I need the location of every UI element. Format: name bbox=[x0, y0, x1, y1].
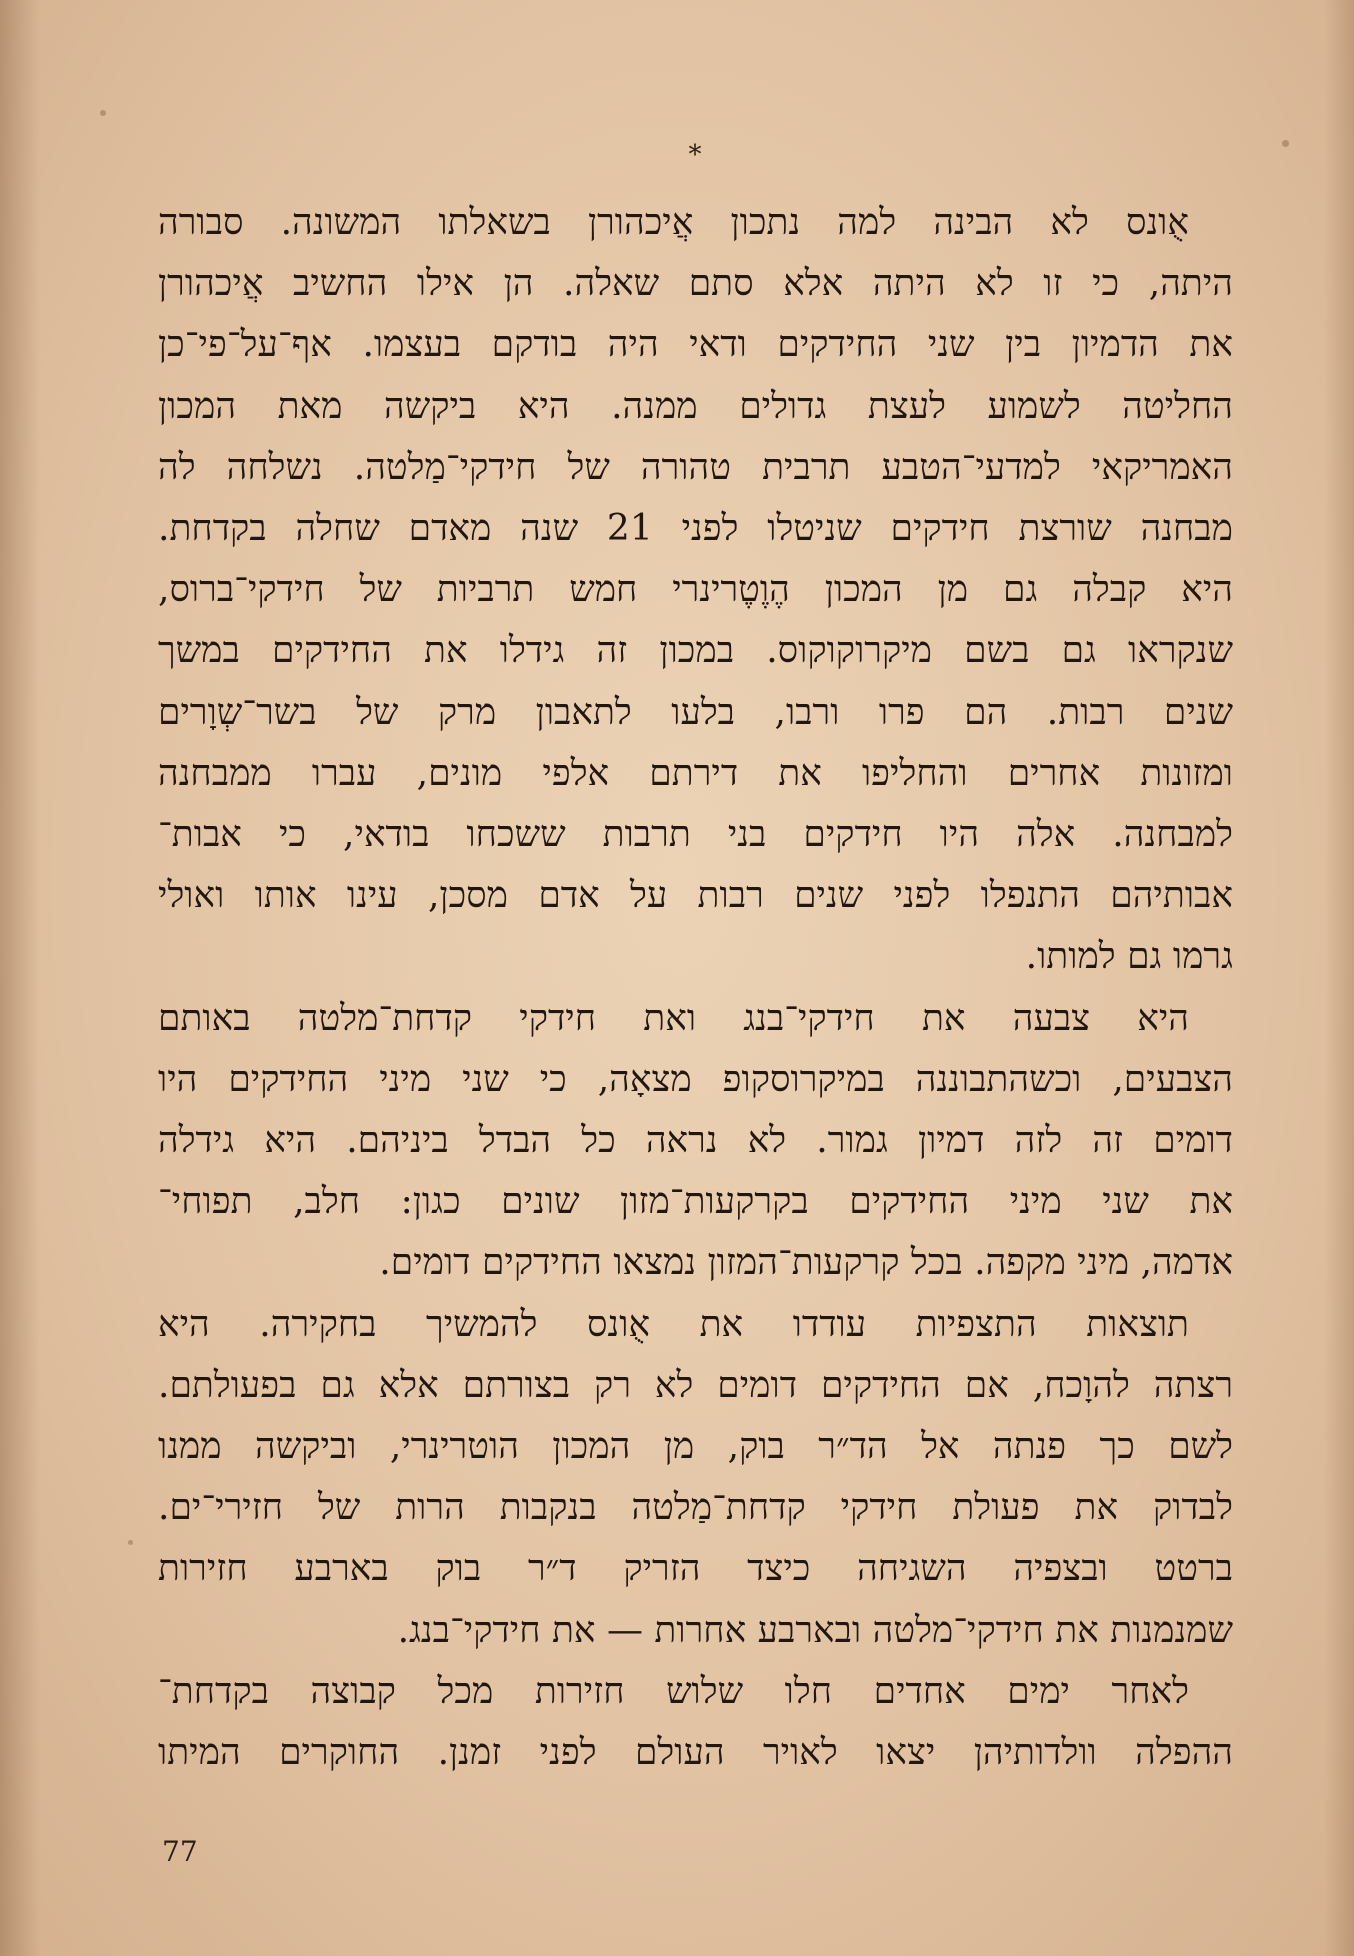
text-line: למבחנה. אלה היו חידקים בני תרבות ששכחו בודאי, כי אבות־ bbox=[158, 814, 1233, 856]
page-number: 77 bbox=[162, 1835, 198, 1868]
text-line: שנים רבות. הם פרו ורבו, בלעו לתאבון מרק של בשר־שְוָרים bbox=[158, 691, 1233, 733]
section-asterisk: * bbox=[688, 140, 702, 170]
text-line: גרמו גם למותו. bbox=[1025, 936, 1233, 978]
text-line: הצבעים, וכשהתבוננה במיקרוסקופ מצאָה, כי שני מיני החידקים היו bbox=[158, 1058, 1233, 1100]
paragraph-2 bbox=[158, 988, 1233, 1294]
text-line: רצתה להוָכח, אם החידקים דומים לא רק בצורתם אלא גם בפעולתם. bbox=[158, 1364, 1233, 1406]
text-line: ברטט ובצפיה השגיחה כיצד הזריק ד״ר בוק בארבע חזירות bbox=[158, 1548, 1233, 1590]
text-line: תוצאות התצפיות עודדו את אֻונס להמשיך בחקירה. היא bbox=[158, 1303, 1189, 1345]
text-line: ההפלה וולדותיהן יצאו לאויר העולם לפני זמנן. החוקרים המיתו bbox=[158, 1732, 1233, 1774]
text-line: דומים זה לזה דמיון גמור. לא נראה כל הבדל ביניהם. היא גידלה bbox=[158, 1120, 1233, 1162]
body-text bbox=[158, 192, 1233, 1783]
text-line: שנקראו גם בשם מיקרוקוקוס. במכון זה גידלו את החידקים במשך bbox=[158, 630, 1233, 672]
text-line: ומזונות אחרים והחליפו את דירתם אלפי מונים, עברו ממבחנה bbox=[158, 752, 1233, 794]
text-line: את הדמיון בין שני החידקים ודאי היה בודקם בעצמו. אף־על־פי־כן bbox=[158, 324, 1233, 366]
paragraph-3 bbox=[158, 1294, 1233, 1661]
text-line: החליטה לשמוע לעצת גדולים ממנה. היא ביקשה מאת המכון bbox=[158, 385, 1233, 427]
text-line: היא צבעה את חידקי־בנג ואת חידקי קדחת־מלטה באותם bbox=[158, 997, 1189, 1039]
paper-stain bbox=[100, 110, 106, 116]
paper-stain bbox=[128, 1540, 133, 1545]
text-line: אבותיהם התנפלו לפני שנים רבות על אדם מסכן, עינו אותו ואולי bbox=[158, 875, 1233, 917]
text-line: שמנמנות את חידקי־מלטה ובארבע אחרות — את חידקי־בנג. bbox=[397, 1609, 1233, 1651]
text-line: מבחנה שורצת חידקים שניטלו לפני 21 שנה מאדם שחלה בקדחת. bbox=[158, 508, 1233, 550]
paragraph-4 bbox=[158, 1661, 1233, 1783]
text-line: את שני מיני החידקים בקרקעות־מזון שונים כגון: חלב, תפוחי־ bbox=[158, 1181, 1233, 1223]
text-line: אדמה, מיני מקפה. בכל קרקעות־המזון נמצאו החידקים דומים. bbox=[379, 1242, 1233, 1284]
text-line: האמריקאי למדעי־הטבע תרבית טהורה של חידקי־מַלטה. נשלחה לה bbox=[158, 446, 1233, 488]
text-line: היתה, כי זו לא היתה אלא סתם שאלה. הן אילו החשיב אֲיכהורן bbox=[158, 263, 1233, 305]
text-line: אֻונס לא הבינה למה נתכון אֲיכהורן בשאלתו המשונה. סבורה bbox=[158, 202, 1189, 243]
text-line: היא קבלה גם מן המכון הֶוֶטֶרינרי חמש תרביות של חידקי־ברוס, bbox=[158, 569, 1233, 611]
text-line: לאחר ימים אחדים חלו שלוש חזירות מכל קבוצה בקדחת־ bbox=[158, 1670, 1189, 1712]
paragraph-1 bbox=[158, 192, 1233, 988]
text-line: לבדוק את פעולת חידקי קדחת־מַלטה בנקבות הרות של חזירי־ים. bbox=[158, 1487, 1233, 1529]
text-line: לשם כך פנתה אל הד״ר בוק, מן המכון הוטרינרי, וביקשה ממנו bbox=[158, 1426, 1233, 1468]
